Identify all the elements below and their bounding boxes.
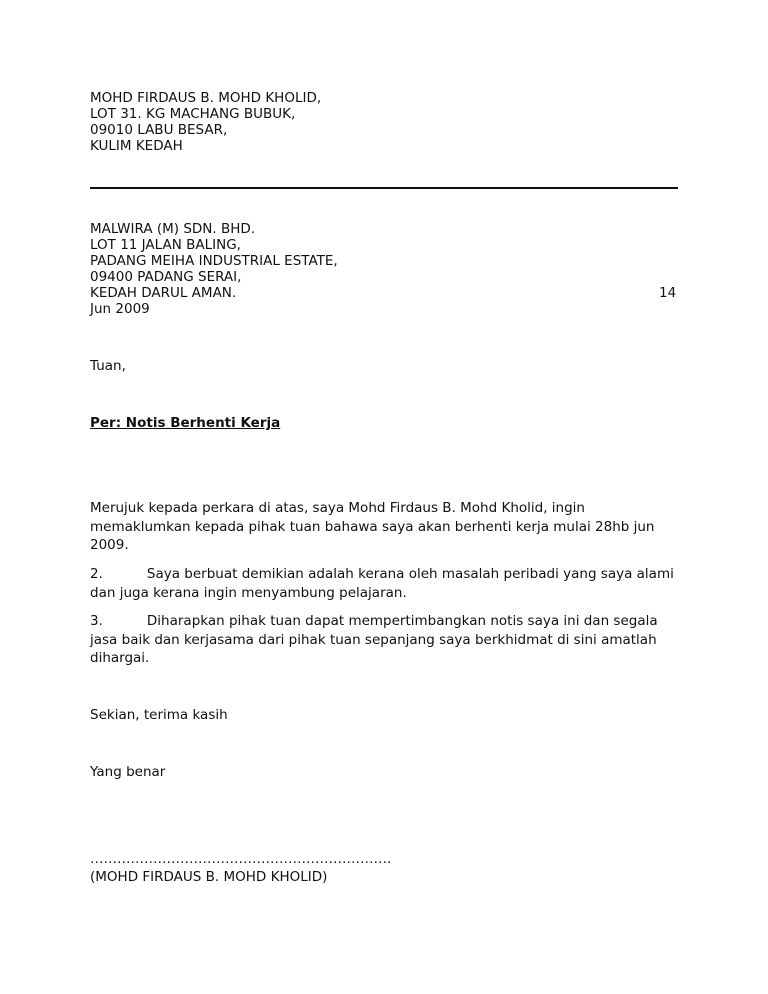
recipient-address-line: KEDAH DARUL AMAN.: [90, 285, 237, 301]
sender-name: MOHD FIRDAUS B. MOHD KHOLID,: [90, 90, 322, 106]
recipient-address-line: PADANG MEIHA INDUSTRIAL ESTATE,: [90, 253, 338, 269]
sender-address-line: 09010 LABU BESAR,: [90, 122, 228, 138]
header-divider: [90, 187, 678, 189]
body-paragraph-1: Merujuk kepada perkara di atas, saya Mohd Firdaus B. Mohd Kholid, ingin memaklumkan kepada pihak tuan bahawa saya akan berhenti kerja mulai 28hb jun 2009.: [90, 500, 655, 553]
salutation: Tuan,: [90, 358, 126, 374]
sender-address-line: LOT 31. KG MACHANG BUBUK,: [90, 106, 296, 122]
body-paragraph-3: [90, 612, 680, 668]
subject-line: Per: Notis Berhenti Kerja: [90, 415, 281, 431]
recipient-address-line: 09400 PADANG SERAI,: [90, 269, 242, 285]
sender-address-line: KULIM KEDAH: [90, 138, 183, 154]
body-paragraph-2: [90, 565, 680, 602]
paragraph-text: Diharapkan pihak tuan dapat mempertimbangkan notis saya ini dan segala jasa baik dan kerjasama dari pihak tuan sepanjang saya berkhidmat di sini amatlah dihargai.: [90, 613, 658, 666]
closing-yours: Yang benar: [90, 764, 166, 780]
paragraph-number: 3.: [90, 613, 103, 629]
date-month-year: Jun 2009: [90, 301, 150, 317]
recipient-address-line: LOT 11 JALAN BALING,: [90, 237, 241, 253]
recipient-company: MALWIRA (M) SDN. BHD.: [90, 221, 256, 237]
date-day: 14: [659, 285, 677, 301]
closing-thanks: Sekian, terima kasih: [90, 707, 228, 723]
paragraph-number: 2.: [90, 566, 103, 582]
paragraph-text: Saya berbuat demikian adalah kerana oleh masalah peribadi yang saya alami dan juga kerana ingin menyambung pelajaran.: [90, 566, 674, 601]
signature-dotted-line: ………………………………………………………….: [90, 851, 392, 867]
signature-name: (MOHD FIRDAUS B. MOHD KHOLID): [90, 869, 328, 885]
